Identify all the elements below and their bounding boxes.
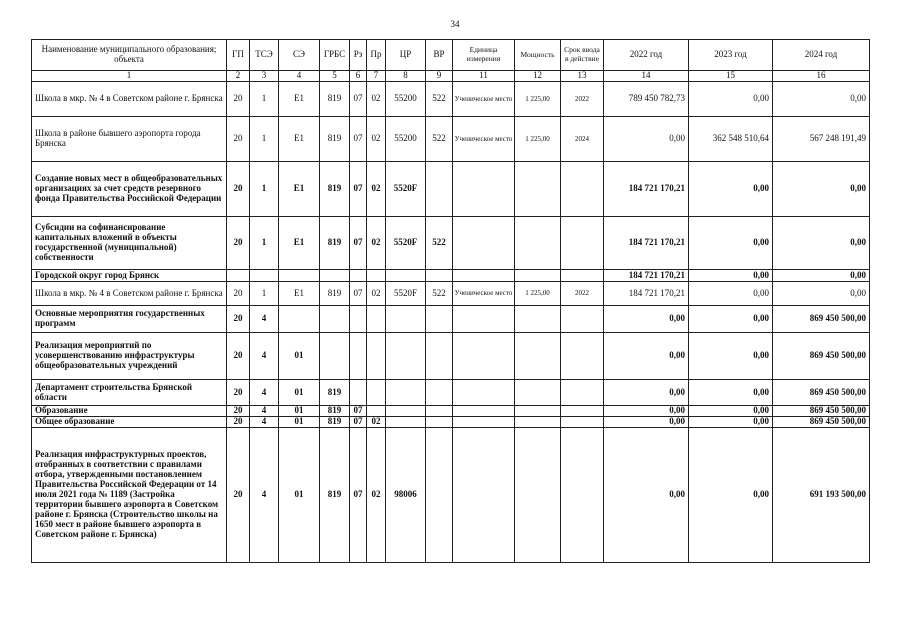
- row-cell-grbs: 819: [319, 161, 350, 217]
- row-cell-gp: 20: [226, 116, 250, 162]
- row-cell-rz: 07: [349, 81, 367, 117]
- row-cell-rz: [349, 305, 367, 333]
- row-cell-y2022: 184 721 170,21: [603, 281, 689, 306]
- header-number-unit: 11: [452, 70, 515, 82]
- row-cell-commissioning: 2024: [560, 116, 604, 162]
- row-cell-rz: 07: [349, 281, 367, 306]
- row-cell-grbs: 819: [319, 281, 350, 306]
- row-cell-y2023: 0,00: [688, 216, 773, 270]
- row-name: Образование: [31, 405, 227, 417]
- row-cell-capacity: [514, 379, 561, 406]
- row-cell-grbs: 819: [319, 427, 350, 563]
- row-cell-capacity: 1 225,00: [514, 81, 561, 117]
- row-cell-y2023: 0,00: [688, 161, 773, 217]
- row-cell-y2022: 0,00: [603, 416, 689, 428]
- row-cell-rz: 07: [349, 427, 367, 563]
- row-cell-pr: 02: [366, 81, 386, 117]
- header-tse: ТСЭ: [249, 39, 279, 71]
- row-cell-se: Е1: [278, 81, 320, 117]
- header-cr: ЦР: [385, 39, 426, 71]
- row-cell-pr: 02: [366, 161, 386, 217]
- header-se: СЭ: [278, 39, 320, 71]
- row-cell-y2023: 0,00: [688, 332, 773, 380]
- header-gp: ГП: [226, 39, 250, 71]
- row-name: Школа в мкр. № 4 в Советском районе г. Брянска: [31, 81, 227, 117]
- row-cell-rz: [349, 379, 367, 406]
- row-cell-y2024: 691 193 500,00: [772, 427, 870, 563]
- row-cell-tse: 1: [249, 281, 279, 306]
- row-cell-cr: 5520F: [385, 216, 426, 270]
- row-cell-cr: [385, 332, 426, 380]
- row-cell-vr: 522: [425, 216, 453, 270]
- row-cell-cr: 55200: [385, 81, 426, 117]
- row-cell-cr: [385, 379, 426, 406]
- row-cell-unit: Ученическое место: [452, 81, 515, 117]
- header-number-y2023: 15: [688, 70, 773, 82]
- row-cell-vr: [425, 332, 453, 380]
- row-cell-rz: [349, 332, 367, 380]
- row-cell-commissioning: 2022: [560, 281, 604, 306]
- page-number: 34: [450, 19, 460, 29]
- row-cell-tse: 4: [249, 416, 279, 428]
- row-cell-unit: [452, 379, 515, 406]
- row-cell-cr: 5520F: [385, 161, 426, 217]
- row-cell-y2024: 567 248 191,49: [772, 116, 870, 162]
- row-cell-tse: 4: [249, 305, 279, 333]
- row-cell-tse: 1: [249, 116, 279, 162]
- row-cell-se: 01: [278, 416, 320, 428]
- row-cell-gp: 20: [226, 332, 250, 380]
- row-cell-commissioning: [560, 305, 604, 333]
- row-cell-cr: [385, 305, 426, 333]
- header-number-gp: 2: [226, 70, 250, 82]
- row-name: Реализация мероприятий по усовершенствованию инфраструктуры общеобразовательных учреждений: [31, 332, 227, 380]
- row-cell-y2022: 184 721 170,21: [603, 269, 689, 282]
- row-cell-se: Е1: [278, 216, 320, 270]
- row-cell-pr: [366, 305, 386, 333]
- header-number-cr: 8: [385, 70, 426, 82]
- row-cell-commissioning: 2022: [560, 81, 604, 117]
- row-cell-capacity: [514, 216, 561, 270]
- header-number-vr: 9: [425, 70, 453, 82]
- row-name: Школа в мкр. № 4 в Советском районе г. Брянска: [31, 281, 227, 306]
- header-number-grbs: 5: [319, 70, 350, 82]
- row-cell-se: 01: [278, 332, 320, 380]
- row-cell-y2023: 0,00: [688, 269, 773, 282]
- row-cell-y2023: 0,00: [688, 379, 773, 406]
- header-rz: Рз: [349, 39, 367, 71]
- row-cell-y2024: 0,00: [772, 269, 870, 282]
- row-cell-tse: 4: [249, 379, 279, 406]
- row-cell-unit: Ученическое место: [452, 116, 515, 162]
- header-number-pr: 7: [366, 70, 386, 82]
- row-cell-gp: 20: [226, 416, 250, 428]
- row-cell-y2022: 0,00: [603, 332, 689, 380]
- row-cell-grbs: 819: [319, 416, 350, 428]
- row-cell-tse: 4: [249, 427, 279, 563]
- row-cell-grbs: [319, 305, 350, 333]
- row-name: Городской округ город Брянск: [31, 269, 227, 282]
- header-y2022: 2022 год: [603, 39, 689, 71]
- row-cell-tse: 4: [249, 405, 279, 417]
- header-unit: Единица измерения: [452, 39, 515, 71]
- header-number-capacity: 12: [514, 70, 561, 82]
- row-cell-capacity: 1 225,00: [514, 116, 561, 162]
- row-cell-y2024: 0,00: [772, 161, 870, 217]
- row-cell-y2023: 0,00: [688, 405, 773, 417]
- row-cell-y2024: 869 450 500,00: [772, 405, 870, 417]
- row-cell-y2024: 869 450 500,00: [772, 332, 870, 380]
- header-y2024: 2024 год: [772, 39, 870, 71]
- row-cell-y2022: 184 721 170,21: [603, 161, 689, 217]
- header-y2023: 2023 год: [688, 39, 773, 71]
- row-cell-se: Е1: [278, 161, 320, 217]
- row-cell-gp: 20: [226, 379, 250, 406]
- row-cell-y2022: 0,00: [603, 379, 689, 406]
- header-number-tse: 3: [249, 70, 279, 82]
- row-cell-y2024: 0,00: [772, 81, 870, 117]
- header-vr: ВР: [425, 39, 453, 71]
- row-cell-y2024: 869 450 500,00: [772, 305, 870, 333]
- row-cell-rz: 07: [349, 116, 367, 162]
- row-cell-commissioning: [560, 216, 604, 270]
- row-cell-y2022: 0,00: [603, 427, 689, 563]
- row-cell-cr: 55200: [385, 116, 426, 162]
- row-cell-pr: [366, 379, 386, 406]
- row-cell-capacity: [514, 161, 561, 217]
- row-cell-capacity: [514, 427, 561, 563]
- row-cell-y2023: 0,00: [688, 427, 773, 563]
- header-pr: Пр: [366, 39, 386, 71]
- row-cell-unit: [452, 332, 515, 380]
- row-cell-grbs: [319, 332, 350, 380]
- row-cell-unit: [452, 216, 515, 270]
- row-cell-commissioning: [560, 332, 604, 380]
- header-number-rz: 6: [349, 70, 367, 82]
- row-cell-gp: 20: [226, 427, 250, 563]
- row-cell-tse: 4: [249, 332, 279, 380]
- row-name: Департамент строительства Брянской области: [31, 379, 227, 406]
- row-cell-y2024: 0,00: [772, 281, 870, 306]
- row-cell-y2023: 0,00: [688, 416, 773, 428]
- row-cell-gp: 20: [226, 81, 250, 117]
- row-cell-gp: 20: [226, 305, 250, 333]
- row-cell-pr: 02: [366, 427, 386, 563]
- row-cell-pr: 02: [366, 281, 386, 306]
- row-cell-gp: 20: [226, 281, 250, 306]
- row-cell-capacity: [514, 305, 561, 333]
- row-cell-unit: Ученическое место: [452, 281, 515, 306]
- row-cell-cr: 98006: [385, 427, 426, 563]
- row-cell-pr: 02: [366, 416, 386, 428]
- row-cell-vr: 522: [425, 116, 453, 162]
- row-cell-vr: 522: [425, 81, 453, 117]
- row-cell-y2024: 869 450 500,00: [772, 416, 870, 428]
- row-cell-tse: 1: [249, 81, 279, 117]
- row-cell-unit: [452, 305, 515, 333]
- row-cell-y2022: 0,00: [603, 116, 689, 162]
- row-cell-tse: 1: [249, 216, 279, 270]
- row-cell-se: [278, 305, 320, 333]
- row-cell-pr: 02: [366, 216, 386, 270]
- row-cell-commissioning: [560, 427, 604, 563]
- row-name: Субсидии на софинансирование капитальных вложений в объекты государственной (муниципальной) собственности: [31, 216, 227, 270]
- header-number-se: 4: [278, 70, 320, 82]
- row-cell-rz: 07: [349, 216, 367, 270]
- row-cell-y2023: 362 548 510,64: [688, 116, 773, 162]
- row-cell-y2023: 0,00: [688, 305, 773, 333]
- header-name: Наименование муниципального образования; объекта: [31, 39, 227, 71]
- row-cell-se: Е1: [278, 116, 320, 162]
- row-cell-y2022: 184 721 170,21: [603, 216, 689, 270]
- header-number-commissioning: 13: [560, 70, 604, 82]
- row-cell-se: 01: [278, 405, 320, 417]
- row-cell-vr: [425, 161, 453, 217]
- row-cell-unit: [452, 427, 515, 563]
- row-cell-cr: 5520F: [385, 281, 426, 306]
- row-name: Общее образование: [31, 416, 227, 428]
- row-name: Реализация инфраструктурных проектов, отобранных в соответствии с правилами отбора, утвержденными постановлением Правительства Российской Федерации от 14 июля 2021 года № 1189 (Застройка территории бывшего аэропорта в Советском районе г. Брянска (Строительство школы на 1650 мест в районе бывшего аэропорта в Советском районе г. Брянска): [31, 427, 227, 563]
- row-cell-commissioning: [560, 161, 604, 217]
- row-cell-rz: 07: [349, 405, 367, 417]
- row-cell-vr: [425, 305, 453, 333]
- header-number-y2024: 16: [772, 70, 870, 82]
- row-cell-grbs: 819: [319, 81, 350, 117]
- row-cell-vr: [425, 427, 453, 563]
- row-cell-y2022: 0,00: [603, 305, 689, 333]
- row-cell-grbs: 819: [319, 116, 350, 162]
- row-cell-gp: 20: [226, 216, 250, 270]
- row-cell-se: Е1: [278, 281, 320, 306]
- row-cell-y2022: 789 450 782,73: [603, 81, 689, 117]
- row-cell-rz: 07: [349, 161, 367, 217]
- row-cell-se: 01: [278, 379, 320, 406]
- row-cell-grbs: 819: [319, 379, 350, 406]
- row-cell-se: 01: [278, 427, 320, 563]
- row-cell-capacity: [514, 332, 561, 380]
- row-cell-grbs: 819: [319, 405, 350, 417]
- row-cell-y2024: 869 450 500,00: [772, 379, 870, 406]
- row-cell-pr: 02: [366, 116, 386, 162]
- row-cell-capacity: 1 225,00: [514, 281, 561, 306]
- row-cell-y2024: 0,00: [772, 216, 870, 270]
- header-number-name: 1: [31, 70, 227, 82]
- row-cell-vr: 522: [425, 281, 453, 306]
- row-cell-y2023: 0,00: [688, 281, 773, 306]
- row-name: Школа в районе бывшего аэропорта города Брянска: [31, 116, 227, 162]
- row-cell-y2023: 0,00: [688, 81, 773, 117]
- row-cell-y2022: 0,00: [603, 405, 689, 417]
- row-cell-rz: 07: [349, 416, 367, 428]
- row-cell-tse: 1: [249, 161, 279, 217]
- row-name: Создание новых мест в общеобразовательных организациях за счет средств резервного фонда Правительства Российской Федерации: [31, 161, 227, 217]
- header-grbs: ГРБС: [319, 39, 350, 71]
- row-cell-vr: [425, 379, 453, 406]
- row-cell-gp: 20: [226, 161, 250, 217]
- row-cell-grbs: 819: [319, 216, 350, 270]
- row-cell-commissioning: [560, 379, 604, 406]
- header-number-y2022: 14: [603, 70, 689, 82]
- header-commissioning: Срок ввода в действие: [560, 39, 604, 71]
- row-name: Основные мероприятия государственных программ: [31, 305, 227, 333]
- header-capacity: Мощность: [514, 39, 561, 71]
- row-cell-gp: 20: [226, 405, 250, 417]
- row-cell-pr: [366, 332, 386, 380]
- row-cell-unit: [452, 161, 515, 217]
